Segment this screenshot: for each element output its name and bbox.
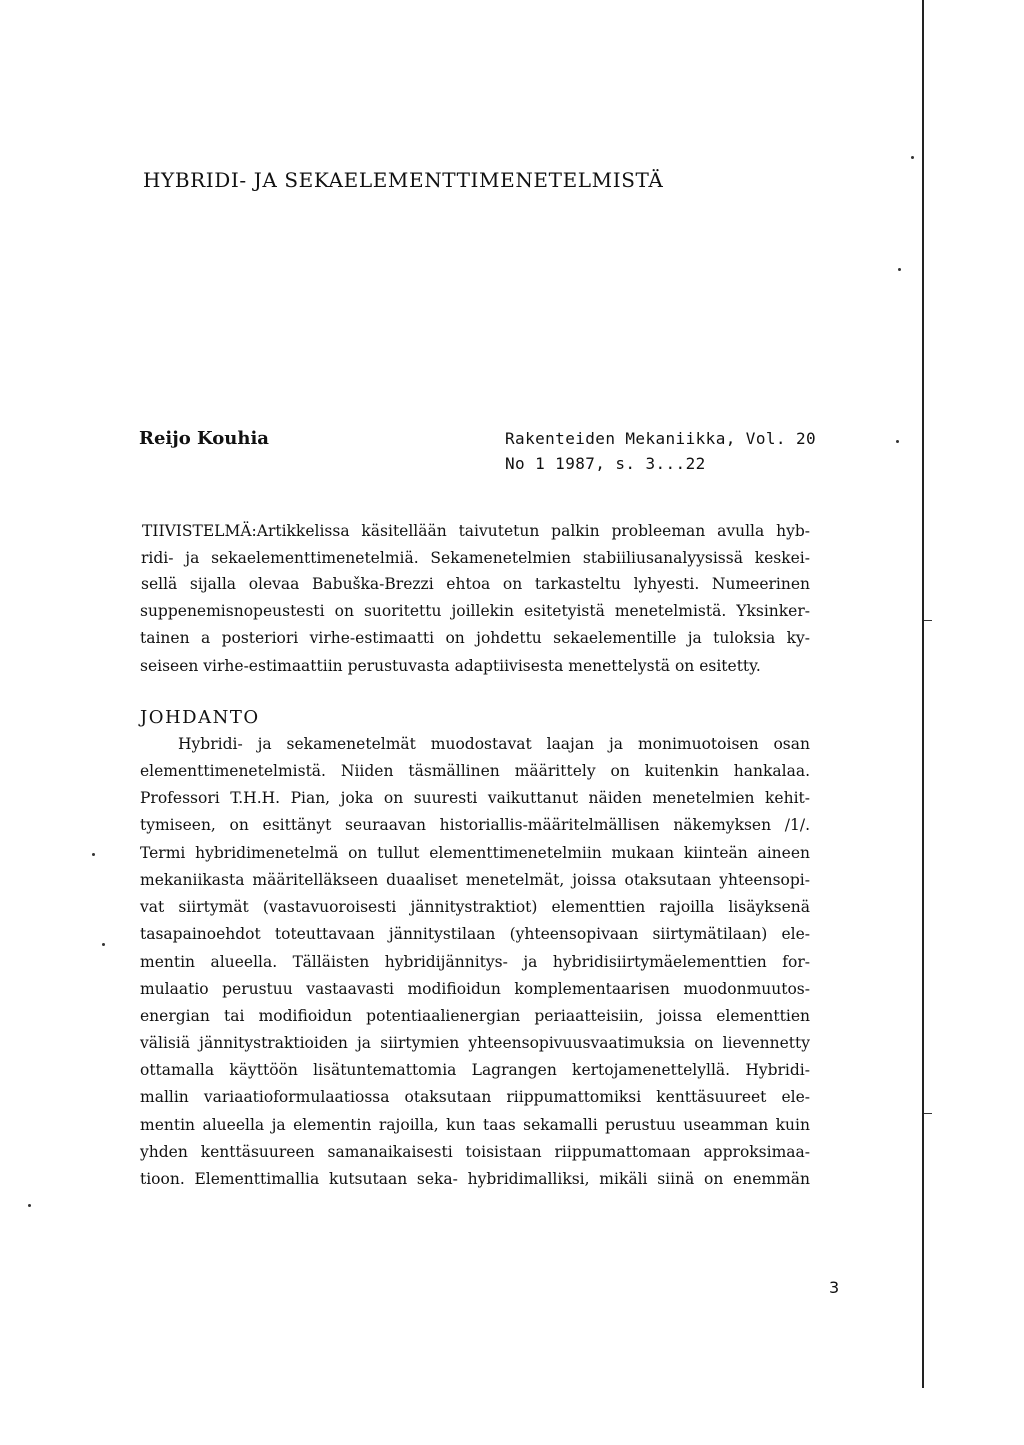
citation-line: No 1 1987, s. 3...22 [505, 454, 706, 473]
scan-mark [924, 620, 932, 621]
abstract-line: ridi- ja sekaelementtimenetelmiä. Sekamenetelmien stabiiliusanalyysissä keskei- [141, 549, 810, 567]
body-line: tymiseen, on esittänyt seuraavan historiallis-määritelmällisen näkemyksen /1/. [140, 816, 810, 834]
abstract-line: TIIVISTELMÄ:Artikkelissa käsitellään taivutetun palkin probleeman avulla hyb- [142, 522, 810, 540]
body-line: tioon. Elementtimallia kutsutaan seka- hybridimalliksi, mikäli siinä on enemmän [140, 1170, 810, 1188]
scan-speck [898, 268, 901, 271]
scan-border-line [922, 8, 924, 1388]
scan-speck [911, 156, 914, 159]
scan-speck [896, 440, 899, 443]
citation [505, 426, 816, 476]
body-line: tasapainoehdot toteuttavaan jännitystilaan (yhteensopivaan siirtymätilaan) ele- [140, 925, 810, 943]
body-line: mallin variaatioformulaatiossa otaksutaan riippumattomiksi kenttäsuureet ele- [140, 1088, 810, 1106]
abstract-line: tainen a posteriori virhe-estimaatti on johdettu sekaelementille ja tuloksia ky- [140, 629, 810, 647]
citation-line: Rakenteiden Mekaniikka, Vol. 20 [505, 429, 817, 448]
body-line: mulaatio perustuu vastaavasti modifioidun komplementaarisen muodonmuutos- [140, 980, 810, 998]
abstract-line: suppenemisnopeustesti on suoritettu joillekin esitetyistä menetelmistä. Yksinker- [140, 602, 810, 620]
body-line: välisiä jännitystraktioiden ja siirtymien yhteensopivuusvaatimuksia on lievennetty [140, 1034, 810, 1052]
body-line: mentin alueella ja elementin rajoilla, kun taas sekamalli perustuu useamman kuin [140, 1116, 810, 1134]
scan-speck [28, 1204, 31, 1207]
scan-speck [102, 943, 105, 946]
page-number: 3 [829, 1278, 840, 1297]
abstract-line: sellä sijalla olevaa Babuška-Brezzi ehtoa on tarkasteltu lyhyesti. Numeerinen [141, 575, 810, 593]
author-name: Reijo Kouhia [139, 428, 269, 449]
body-line: vat siirtymät (vastavuoroisesti jännitystraktiot) elementtien rajoilla lisäyksenä [140, 898, 810, 916]
scan-mark [924, 1113, 932, 1114]
body-line: ottamalla käyttöön lisätuntemattomia Lagrangen kertojamenettelyllä. Hybridi- [140, 1061, 810, 1079]
body-line: elementtimenetelmistä. Niiden täsmällinen määrittely on kuitenkin hankalaa. [140, 762, 810, 780]
scan-speck [92, 853, 95, 856]
body-line: Professori T.H.H. Pian, joka on suuresti vaikuttanut näiden menetelmien kehit- [140, 789, 810, 807]
body-line: yhden kenttäsuureen samanaikaisesti toisistaan riippumattomaan approksimaa- [140, 1143, 810, 1161]
body-line: Hybridi- ja sekamenetelmät muodostavat laajan ja monimuotoisen osan [178, 735, 810, 753]
article-title: HYBRIDI- JA SEKAELEMENTTIMENETELMISTÄ [143, 168, 664, 192]
body-line: mekaniikasta määritelläkseen duaaliset menetelmät, joissa otaksutaan yhteensopi- [140, 871, 810, 889]
body-line: Termi hybridimenetelmä on tullut elementtimenetelmiin mukaan kiinteän aineen [140, 844, 810, 862]
section-heading: JOHDANTO [140, 707, 260, 728]
abstract-line: seiseen virhe-estimaattiin perustuvasta adaptiivisesta menettelystä on esitetty. [140, 657, 761, 675]
body-line: mentin alueella. Tälläisten hybridijännitys- ja hybridisiirtymäelementtien for- [140, 953, 810, 971]
body-line: energian tai modifioidun potentiaalienergian periaatteisiin, joissa elementtien [140, 1007, 810, 1025]
